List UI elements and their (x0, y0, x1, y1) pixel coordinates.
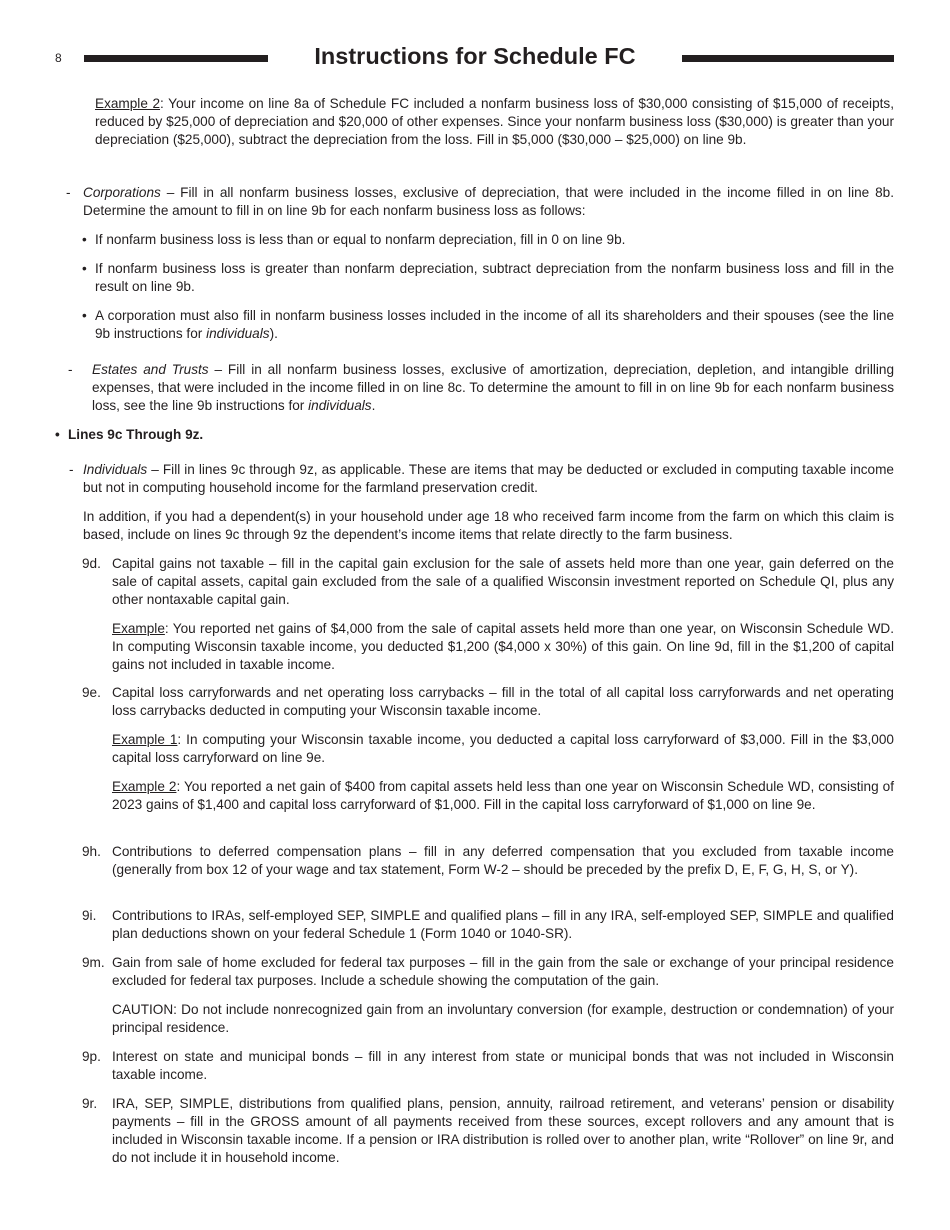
dash-marker: - (69, 462, 74, 477)
line-number: 9m. (82, 955, 105, 970)
line-9m-caution: CAUTION: Do not include nonrecognized gain from an involuntary conversion (for example, destruction or condemnation) of your principal residence. (112, 1002, 894, 1035)
example-text: : You reported net gains of $4,000 from the sale of capital assets held more than one year, on Wisconsin Schedule WD. In computing Wisconsin taxable income, you deducted $1,200 ($4,000 x 30%) of this gain. On line 9d, fill in the $1,200 of capital gains not included in taxable income. (112, 621, 894, 672)
example-text: : You reported a net gain of $400 from capital assets held less than one year on Wisconsin Schedule WD, consisting of 2023 gains of $1,400 and capital loss carryforward of $1,000. Fill in the capital loss carryforward of $1,000 on line 9e. (112, 779, 894, 812)
line-9m-text: Gain from sale of home excluded for federal tax purposes – fill in the gain from the sale or exchange of your principal residence excluded for federal tax purposes. Include a schedule showing the computation of the gain. (112, 955, 894, 988)
corporations-bullet-2: If nonfarm business loss is greater than nonfarm depreciation, subtract depreciation from the nonfarm business loss and fill in the result on line 9b. (95, 261, 894, 294)
estates-text: – Fill in all nonfarm business losses, exclusive of amortization, depreciation, depletion, and intangible drilling expenses, that were included in the income filled in on line 8c. To determine the amount to fill in on line 9b for each nonfarm business loss, see the line 9b instructions for (92, 362, 895, 413)
bullet-marker: • (82, 232, 87, 247)
individuals-text: – Fill in lines 9c through 9z, as applicable. These are items that may be deducted or excluded in computing taxable income but not in computing household income for the farmland preservation credit. (83, 462, 894, 495)
dependents-paragraph: In addition, if you had a dependent(s) in your household under age 18 who received farm income from the farm on which this claim is based, include on lines 9c through 9z the dependent’s income items that relate directly to the farm business. (83, 509, 894, 542)
example-text: : Your income on line 8a of Schedule FC included a nonfarm business loss of $30,000 consisting of $15,000 of receipts, reduced by $25,000 of depreciation and $20,000 of other expenses. Since your nonfarm business loss ($30,000) is greater than your depreciation ($25,000), subtract the depreciation from the loss. Fill in $5,000 ($30,000 – $25,000) on line 9b. (95, 96, 894, 147)
corporations-bullet-1: If nonfarm business loss is less than or equal to nonfarm depreciation, fill in 0 on line 9b. (95, 232, 626, 247)
bullet-marker: • (55, 427, 60, 442)
line-number: 9h. (82, 844, 101, 859)
line-9i-text: Contributions to IRAs, self-employed SEP, SIMPLE and qualified plans – fill in any IRA, self-employed SEP, SIMPLE and qualified plan deductions shown on your federal Schedule 1 (Form 1040 or 1040-SR). (112, 908, 894, 941)
page-number: 8 (55, 51, 62, 65)
page-title: Instructions for Schedule FC (314, 43, 636, 69)
line-number: 9r. (82, 1096, 98, 1111)
line-9e-example-2 (112, 778, 894, 814)
line-9p-text: Interest on state and municipal bonds – fill in any interest from state or municipal bonds that was not included in Wisconsin taxable income. (112, 1049, 894, 1082)
line-number: 9p. (82, 1049, 101, 1064)
line-number: 9i. (82, 908, 97, 923)
corporations-paragraph (83, 184, 894, 220)
line-number: 9d. (82, 556, 101, 571)
individuals-paragraph (83, 461, 894, 497)
line-9h-text: Contributions to deferred compensation plans – fill in any deferred compensation that you excluded from taxable income (generally from box 12 of your wage and tax statement, Form W-2 – should be preceded by the prefix D, E, F, G, H, S, or Y). (112, 844, 894, 877)
line-9d-text: Capital gains not taxable – fill in the capital gain exclusion for the sale of assets held more than one year, gain deferred on the sale of capital assets, capital gain excluded from the sale of a qualified Wisconsin investment reported on Schedule QI, plus any other nontaxable capital gain. (112, 556, 894, 607)
bullet-3-end: ). (269, 326, 278, 341)
estates-term-2: individuals (308, 398, 372, 413)
example-label: Example 1 (112, 732, 178, 747)
line-9r-text: IRA, SEP, SIMPLE, distributions from qualified plans, pension, annuity, railroad retirement, and veterans’ pension or disability payments – fill in the GROSS amount of all payments received from these sources, except rollovers and any amount that is included in Wisconsin taxable income. If a pension or IRA distribution is rolled over to another plan, write “Rollover” on line 9r, and do not include it in household income. (112, 1096, 894, 1165)
estates-trusts-paragraph (92, 361, 894, 415)
estates-term: Estates and Trusts (92, 362, 209, 377)
dash-marker: - (68, 362, 73, 377)
bullet-3-term: individuals (206, 326, 270, 341)
bullet-marker: • (82, 308, 87, 323)
example-label: Example 2 (95, 96, 161, 111)
example-2-nonfarm-paragraph (95, 95, 894, 149)
example-label: Example 2 (112, 779, 177, 794)
lines-9c-9z-heading: Lines 9c Through 9z. (68, 427, 204, 442)
line-9d-example (112, 620, 894, 674)
example-label: Example (112, 621, 165, 636)
estates-end: . (371, 398, 376, 413)
line-number: 9e. (82, 685, 101, 700)
bullet-3-text: A corporation must also fill in nonfarm business losses included in the income of all its shareholders and their spouses (see the line 9b instructions for (95, 308, 894, 341)
corporations-term: Corporations (83, 185, 161, 200)
example-text: : In computing your Wisconsin taxable income, you deducted a capital loss carryforward of $3,000. Fill in the $3,000 capital loss carryforward on line 9e. (112, 732, 894, 765)
bullet-marker: • (82, 261, 87, 276)
line-9e-text: Capital loss carryforwards and net operating loss carrybacks – fill in the total of all capital loss carryforwards and net operating loss carrybacks deducted in computing your Wisconsin taxable income. (112, 685, 894, 718)
individuals-term: Individuals (83, 462, 148, 477)
corporations-text: – Fill in all nonfarm business losses, exclusive of depreciation, that were included in the income filled in on line 8b. Determine the amount to fill in on line 9b for each nonfarm business loss as follows: (83, 185, 894, 218)
corporations-bullet-3 (95, 307, 894, 343)
line-9e-example-1 (112, 731, 894, 767)
dash-marker: - (66, 185, 71, 200)
